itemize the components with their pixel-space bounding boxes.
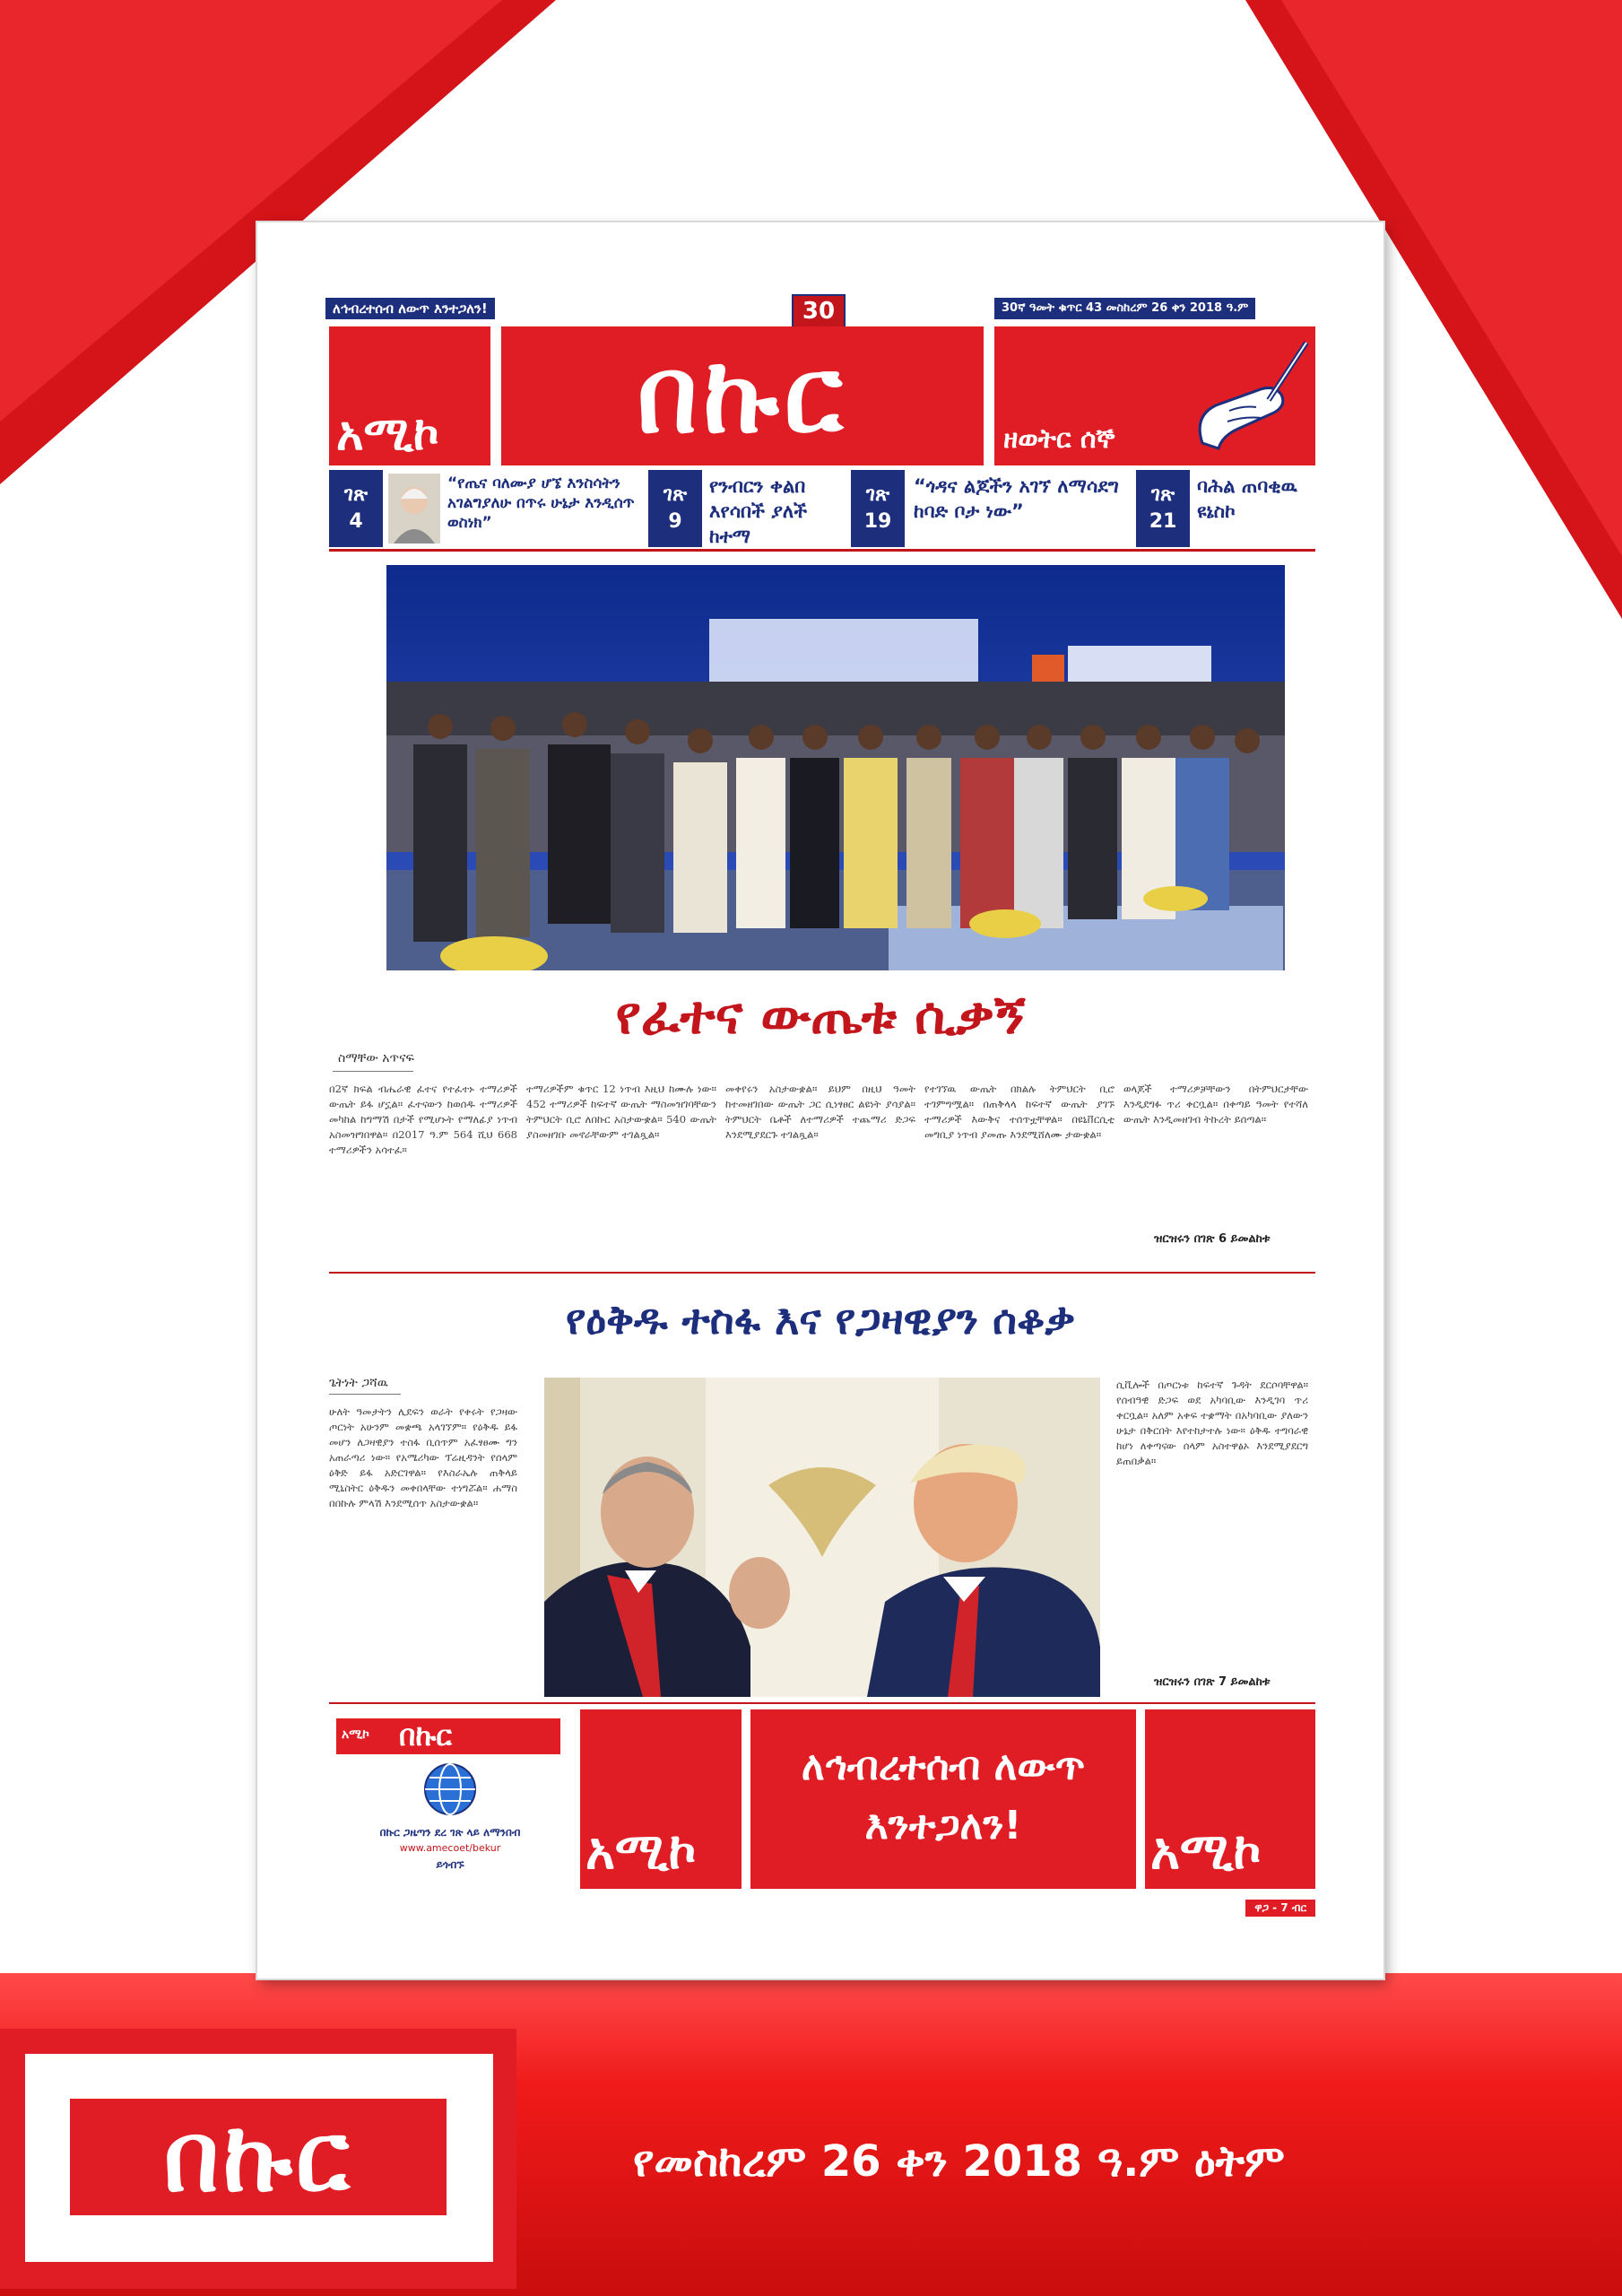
globe-icon xyxy=(422,1761,478,1817)
mini-masthead xyxy=(336,1718,560,1754)
tagline: ለኅብረተሰብ ለውጥ እንተጋለን! xyxy=(325,298,495,319)
group-photo xyxy=(386,565,1285,970)
contents-item-text: ባሕል ጠባቂዉ ዩኔስኮ xyxy=(1197,475,1297,522)
banner-logo: በኩር xyxy=(70,2099,447,2215)
story1-column-5: ወላጆች ተማሪዎቻቸውን በትምህርታቸው እንዲደግፉ ጥሪ ቀርቧል። በቀጣይ ዓመት የተሻለ ውጤት እንዲመዘገብ ትኩረት ይሰጣል። xyxy=(1123,1083,1308,1126)
issue-date: የመስከረም 26 ቀን 2018 ዓ.ም ዕትም xyxy=(633,2136,1285,2187)
leaders-photo xyxy=(544,1378,1100,1697)
masthead-title-block xyxy=(501,326,984,465)
byline-rule xyxy=(329,1394,401,1395)
issue-info: 30ኛ ዓመት ቁጥር 43 መስከረም 26 ቀን 2018 ዓ.ም xyxy=(994,298,1255,319)
portrait-photo xyxy=(388,474,440,544)
web-promo xyxy=(329,1709,571,1889)
page-no: 9 xyxy=(668,510,682,533)
footer-left-logo-block xyxy=(580,1709,742,1889)
footer-left-logo: አሚኮ xyxy=(585,1822,697,1881)
byline-rule xyxy=(333,1071,413,1072)
price-tag: ዋጋ - 7 ብር xyxy=(1245,1900,1315,1917)
footer-divider xyxy=(329,1702,1315,1704)
footer-advert xyxy=(329,1709,1315,1889)
story1-byline: ስማቸው አጥናፍ xyxy=(338,1051,414,1065)
masthead-title: በኩር xyxy=(637,332,848,457)
page-label: ገጽ xyxy=(343,483,369,506)
story-divider xyxy=(329,1272,1315,1274)
mini-publisher: አሚኮ xyxy=(342,1727,369,1742)
masthead-publisher-block xyxy=(329,326,490,465)
contents-page-4 xyxy=(1136,470,1190,547)
masthead-publisher: አሚኮ xyxy=(336,406,439,461)
footer-right-logo: አሚኮ xyxy=(1150,1822,1262,1881)
footer-slogan-block xyxy=(750,1709,1136,1889)
story1-column-3: መቀየሩን አስታውቋል። ይህም በዚህ ዓመት ከተመዘገበው ውጤት ጋር ሲነፃፀር ልዩነት ያሳያል። ትምህርት ቤቶች ለተማሪዎች ተጨማሪ ድጋፍ እንደሚያደርጉ ተገልጿል። xyxy=(725,1083,915,1141)
masthead-column-block xyxy=(994,326,1315,465)
page-no: 19 xyxy=(863,510,892,533)
story1-continued: ዝርዝሩን በገጽ 6 ይመልከቱ xyxy=(1154,1232,1271,1246)
contents-strip xyxy=(329,470,1315,547)
masthead-column-label: ዘወትር ሰኞ xyxy=(1003,423,1115,455)
contents-page-3 xyxy=(851,470,905,547)
page-number: 30 xyxy=(792,294,846,328)
page-no: 21 xyxy=(1149,510,1177,533)
story2-byline: ጌትነት ጋሻዉ xyxy=(329,1376,388,1390)
newspaper-front-page xyxy=(257,222,1383,1979)
footer-right-logo-block xyxy=(1145,1709,1315,1889)
web-promo-line2: ይጎብኙ xyxy=(436,1858,464,1871)
contents-divider xyxy=(329,549,1315,552)
slogan-line1: ለኅብረተሰብ ለውጥ xyxy=(801,1744,1086,1789)
contents-item-text: “ጎዳና ልጆችን አገኘ ለማሳደግ ከባድ ቦታ ነው” xyxy=(914,475,1119,522)
page-label: ገጽ xyxy=(663,483,688,506)
page-no: 4 xyxy=(349,510,363,533)
web-promo-line1: በኩር ጋዜጣን ደረ ገጽ ላይ ለማንበብ xyxy=(379,1826,521,1839)
web-promo-url[interactable]: www.amecoet/bekur xyxy=(399,1842,501,1854)
contents-item-text: የንብርን ቀልበ እየሳበች ያለች ከተማ xyxy=(709,475,808,547)
page-label: ገጽ xyxy=(865,483,890,506)
story2-headline: የዕቅዱ ተስፋ እና የጋዛዊያን ሰቆቃ xyxy=(565,1295,1076,1344)
page-label: ገጽ xyxy=(1150,483,1175,506)
story1-column-1: በ2ኛ ክፍል ብሔራዊ ፈተና የተፈተኑ ተማሪዎች ውጤት ይፋ ሆኗል። ፈተናውን ከወሰዱ ተማሪዎች መካከል ከግማሽ በታች የሚሆኑት የማለፊያ ነጥብ አስመዝግበዋል። በ2017 ዓ.ም 564 ሺህ 668 ተማሪዎችን አሳተፈ። xyxy=(329,1083,517,1156)
contents-page-1 xyxy=(329,470,383,547)
story1-column-4: የተገኘዉ ውጤት በክልሉ ትምህርት ቢሮ ተገምግሟል። በጠቅላላ ከፍተኛ ውጤት ያገኙ ተማሪዎች እውቅና ተሰጥቷቸዋል። በዩኒቨርሲቲ መግቢያ ነጥብ ያመጡ እንደሚሸለሙ ታውቋል። xyxy=(924,1083,1115,1141)
story1-column-2: ተማሪዎችም ቁጥር 12 ነጥብ እዚህ ከሙሉ ነው። 452 ተማሪዎች ከፍተኛ ውጤት ማስመዝገባቸውን ትምህርት ቢሮ ለበኩር አስታውቋል። 540 ውጤት ያስመዘገቡ መኖራቸውም ተገልጿል። xyxy=(526,1083,716,1141)
story1-headline: የፈተና ውጤቱ ሲቃኝ xyxy=(615,985,1026,1046)
story2-continued: ዝርዝሩን በገጽ 7 ይመልከቱ xyxy=(1154,1675,1271,1689)
story2-column-left: ሁለት ዓመታትን ሊደፍን ወራት የቀሩት የጋዛው ጦርነት አሁንም መቋጫ አላገኘም። የዕቅዱ ይፋ መሆን ለጋዛዊያን ተስፋ ቢሰጥም አፈፃፀሙ ግን አጠራጣሪ ነው። የአሜሪካው ፕሬዚዳንት የሰላም ዕቅድ ይፋ አድርገዋል። የእስራኤሉ ጠቅላይ ሚኒስትር ዕቅዱን መቀበላቸው ተነግሯል። ሐማስ በበኩሉ ምላሽ እንደሚሰጥ አስታውቋል። xyxy=(329,1405,517,1509)
slogan-line2: እንተጋለን! xyxy=(864,1803,1022,1848)
story2-column-right: ሲቪሎች በጦርነቱ ከፍተኛ ጉዳት ደርሶባቸዋል። የሰብዓዊ ድጋፍ ወደ አካባቢው እንዲገባ ጥሪ ቀርቧል። አለም አቀፍ ተቋማት በአካባቢው ያለውን ሁኔታ በቅርበት እየተከታተሉ ነው። ዕቅዱ ተግባራዊ ከሆነ ለቀጣናው ሰላም አስተዋፅኦ እንደሚያደርግ ይጠበቃል። xyxy=(1116,1378,1308,1467)
contents-item-text: “የጤና ባለሙያ ሆኜ እንስሳትን አገልግያለሁ በጥሩ ሁኔታ እንዲሰጥ ወስነክ” xyxy=(447,474,635,532)
mini-title: በኩር xyxy=(399,1718,452,1752)
contents-page-2 xyxy=(648,470,702,547)
pen-hand-icon xyxy=(1175,335,1310,461)
